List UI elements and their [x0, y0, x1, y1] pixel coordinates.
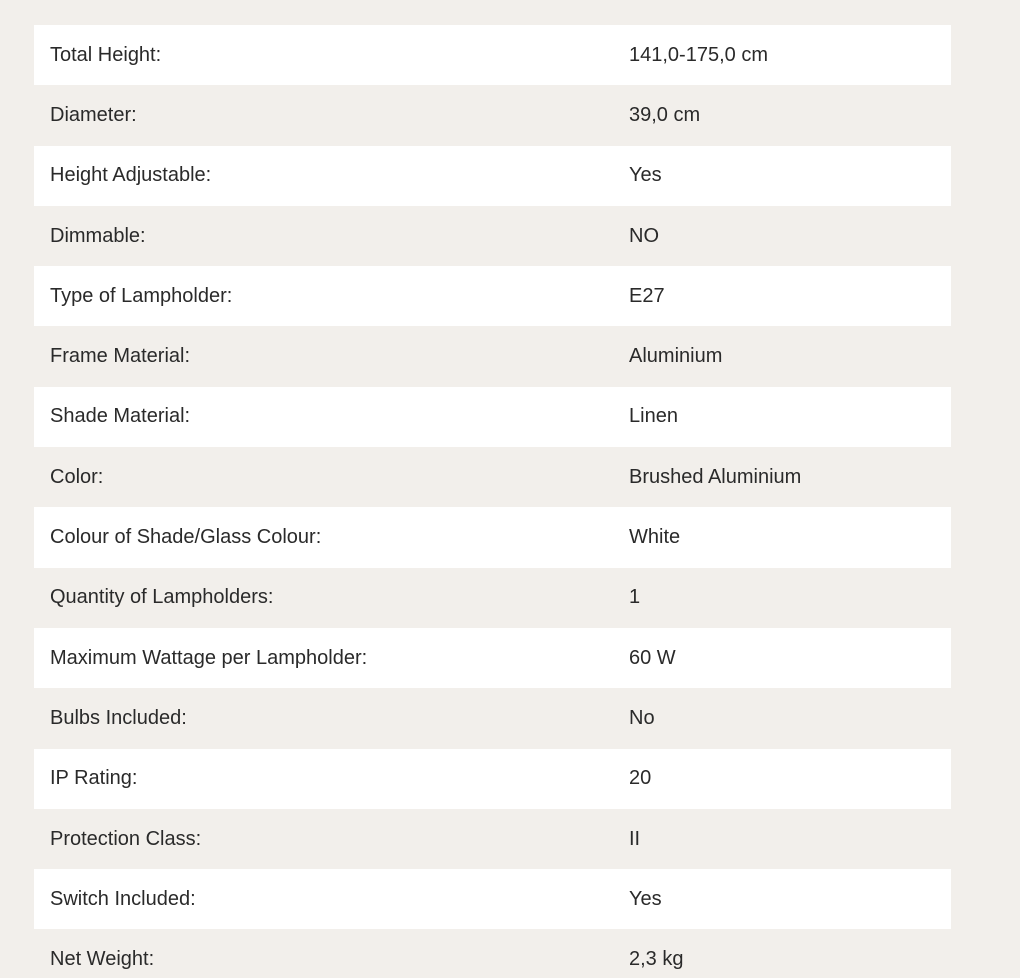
spec-label: Switch Included:	[50, 887, 196, 910]
spec-value: 39,0 cm	[629, 103, 701, 126]
spec-row-lampholder-quantity	[34, 568, 951, 628]
spec-row-max-wattage	[34, 628, 951, 688]
spec-value: White	[629, 526, 681, 549]
spec-value: Yes	[629, 887, 662, 910]
spec-label: Maximum Wattage per Lampholder:	[50, 646, 368, 669]
spec-row-height-adjustable	[34, 146, 951, 206]
spec-value: Linen	[629, 405, 678, 428]
spec-value: 60 W	[629, 646, 676, 669]
spec-value: Yes	[629, 164, 662, 187]
spec-label: Dimmable:	[50, 224, 146, 247]
spec-label: Quantity of Lampholders:	[50, 586, 274, 609]
spec-row-frame-material	[34, 326, 951, 386]
spec-label: IP Rating:	[50, 767, 138, 790]
spec-row-lampholder-type	[34, 266, 951, 326]
spec-label: Protection Class:	[50, 827, 202, 850]
spec-value: NO	[629, 224, 659, 247]
spec-value: E27	[629, 284, 665, 307]
spec-label: Diameter:	[50, 103, 137, 126]
spec-value: 141,0-175,0 cm	[629, 43, 768, 66]
spec-label: Color:	[50, 465, 104, 488]
spec-row-total-height	[34, 25, 951, 85]
spec-row-switch-included	[34, 869, 951, 929]
spec-value: 20	[629, 767, 652, 790]
spec-row-ip-rating	[34, 749, 951, 809]
spec-row-diameter	[34, 85, 951, 145]
spec-row-bulbs-included	[34, 688, 951, 748]
spec-table	[34, 25, 951, 978]
spec-row-shade-material	[34, 387, 951, 447]
spec-label: Total Height:	[50, 43, 162, 66]
spec-value: Brushed Aluminium	[629, 465, 802, 488]
spec-row-dimmable	[34, 206, 951, 266]
spec-label: Colour of Shade/Glass Colour:	[50, 526, 322, 549]
spec-label: Shade Material:	[50, 405, 191, 428]
spec-row-shade-colour	[34, 507, 951, 567]
spec-value: 2,3 kg	[629, 948, 684, 971]
spec-value: No	[629, 706, 655, 729]
spec-label: Type of Lampholder:	[50, 284, 233, 307]
spec-row-protection-class	[34, 809, 951, 869]
spec-label: Net Weight:	[50, 948, 155, 971]
spec-value: Aluminium	[629, 345, 723, 368]
spec-label: Frame Material:	[50, 345, 191, 368]
spec-label: Bulbs Included:	[50, 706, 187, 729]
spec-value: II	[629, 827, 641, 850]
spec-row-color	[34, 447, 951, 507]
spec-row-net-weight	[34, 929, 951, 978]
spec-label: Height Adjustable:	[50, 164, 212, 187]
spec-value: 1	[629, 586, 641, 609]
